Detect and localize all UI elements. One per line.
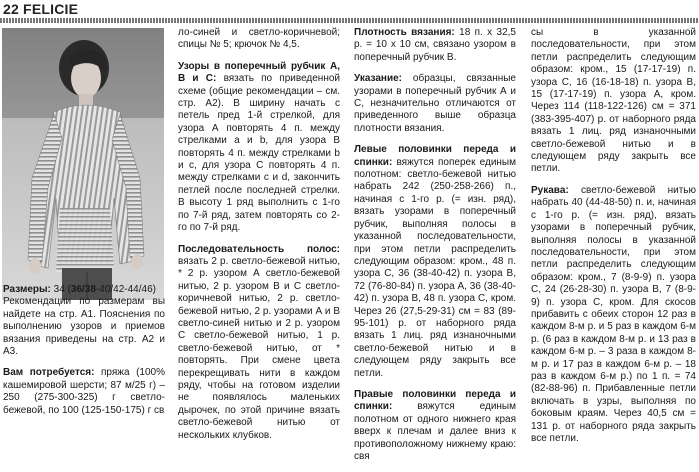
left-halves-paragraph — [354, 144, 516, 380]
header-divider — [0, 18, 699, 23]
sleeves-text: светло-бежевой нитью набрать 40 (44-48-50) п. и, начиная с 1-го р. (= изн. ряд), вязать узорами в поперечный рубчик, выполняя полосы в указанной последовательности, при этом петли распределить следующим образом: кром., 7 (8-9-9) п. узора С, 24 (26-28-30) п. узора В, 7 (8-9-9) п. узора С, кром. Для скосов прибавить с обеих сторон 12 раз в каждом 8-м р. и 5 раз в каждом 6-м р. (6 раз в каждом 8-м р. и 13 раз в каждом 6-м р. – 3 раза в каждом 8-м р. и 17 раз в каждом 6-м р. – 18 раз в каждом 6-м р.) по 1 п. = 74 (82-88-96) п. Прибавленные петли включать в узры, выполняя по боковым краям. Через 40,5 см = 131 р. от наборного ряда закрыть все петли. — [531, 184, 696, 444]
rib-pattern-label: Узоры в поперечный рубчик А, В и С: — [178, 60, 340, 85]
sizes-value-b: -40/42-44/46) — [95, 284, 156, 295]
sizes-label: Размеры: — [3, 284, 51, 295]
rib-pattern-paragraph — [178, 61, 340, 235]
note-label: Указание: — [354, 73, 403, 85]
right-halves-paragraph — [354, 389, 516, 463]
materials-paragraph — [3, 367, 165, 417]
sleeves-label: Рукава: — [531, 184, 569, 196]
column-1 — [3, 284, 165, 426]
column-3 — [354, 27, 516, 472]
density-paragraph — [354, 27, 516, 64]
note-paragraph — [354, 73, 516, 135]
materials-text: пряжа (100% кашемировой шерсти; 87 м/25 г) – 250 (275-300-325) г светло-бежевой, по 100 (125-150-175) г св — [3, 367, 165, 416]
right-halves-label: Правые половинки переда и спинки: — [354, 388, 516, 413]
left-halves-label: Левые половинки переда и спинки: — [354, 144, 516, 168]
right-halves-text: вяжутся единым полотном от одного нижнего края вверх к плечам и далее вниз к противоположному нижнему краю: свя — [354, 401, 516, 462]
rib-pattern-text: вязать по приведенной схеме (общие рекомендации – см. стр. А2). В ширину начать с петель пред 1-й стрелкой, для узора А повторять 4 п. между стрелками а и b, для узора В повторять 4 п. между стрелками b и с, для узора С повторять 4 п. между стрелками с и d, закончить петлей после последней стрелки. В высоту 1 ряд выполнить с 1-го по 7-й ряд, затем повторять со 2-го по 7-й ряд. — [178, 73, 340, 234]
sizes-value-a: 34 ( — [50, 284, 71, 295]
column-2 — [178, 27, 340, 451]
sleeves-paragraph — [531, 185, 696, 446]
column-4 — [531, 27, 696, 454]
materials-continued: ло-синей и светло-коричневой; спицы № 5; крючок № 4,5. — [178, 27, 340, 51]
stripe-sequence-paragraph — [178, 244, 340, 443]
sizes-value-bold: 36/38 — [70, 284, 96, 295]
stripe-sequence-text: вязать 2 р. светло-бежевой нитью, * 2 р. узором А светло-бежевой нитью, 2 р. узором В и С светло-коричневой нитью, 2 р. светло-бежевой нитью, 2 р. узорами А и В светло-синей нитью и 2 р. узором С светло-бежевой нитью, 1 р. светло-бежевой нитью, от * повторять. При смене цвета перекрещивать нити в каждом ряду, чтобы на готовом изделии не появлялось маленьких дырочек, по этой причине вязать светло-бежевой нитью от нескольких клубков. — [178, 255, 340, 441]
sizes-text: Рекомендации по размерам вы найдете на стр. А1. Пояснения по выполнению узоров и приемов вязания приведены на стр. А2 и А3. — [3, 296, 165, 358]
sizes-paragraph — [3, 284, 165, 358]
materials-label: Вам потребуется: — [3, 367, 95, 379]
density-label: Плотность вязания: — [354, 27, 455, 38]
stripe-sequence-label: Последовательность полос: — [178, 243, 340, 255]
note-text: образцы, связанные узорами в поперечный рубчик А и С, незначительно отличаются от приведенного выше образца плотности вязания. — [354, 73, 516, 134]
model-photo — [2, 28, 164, 300]
density-text: 18 п. х 32,5 р. = 10 х 10 см, связано узором в поперечный рубчик В. — [354, 27, 516, 63]
left-halves-text: вяжутся поперек единым полотном: светло-бежевой нитью набрать 242 (250-258-266) п., начиная с 1-го р. (= изн. ряд), вязать узорами в поперечный рубчик, выполняя полосы в указанной последовательности, при этом петли распределить следующим образом: кром., 48 п. узора С, 36 (38-40-42) п. узора В, 72 (76-80-84) п. узора А, 36 (38-40-42) п. узора В, 48 п. узора С, кром. Через 26 (27,5-29-31) см = 83 (89-95-101) р. от наборного ряда вязать 1 лиц. ряд изнаночными светло-бежевой нитью и в следующем ряду закрыть все петли. — [354, 156, 516, 379]
page-title: 22 FELICIE — [3, 1, 79, 17]
right-halves-continued: сы в указанной последовательности, при этом петли распределить следующим образом: кром., 15 (17-17-19) п. узора С, 16 (16-18-18) п. узора В, 15 (17-17-19) п. узора А, кром. Через 114 (118-122-126) см = 371 (383-395-407) р. от наборного ряда вязать 1 лиц. ряд изнаночными светло-бежевой нитью и в следующем ряду закрыть все петли. — [531, 27, 696, 175]
model-photo-illustration — [2, 28, 164, 300]
